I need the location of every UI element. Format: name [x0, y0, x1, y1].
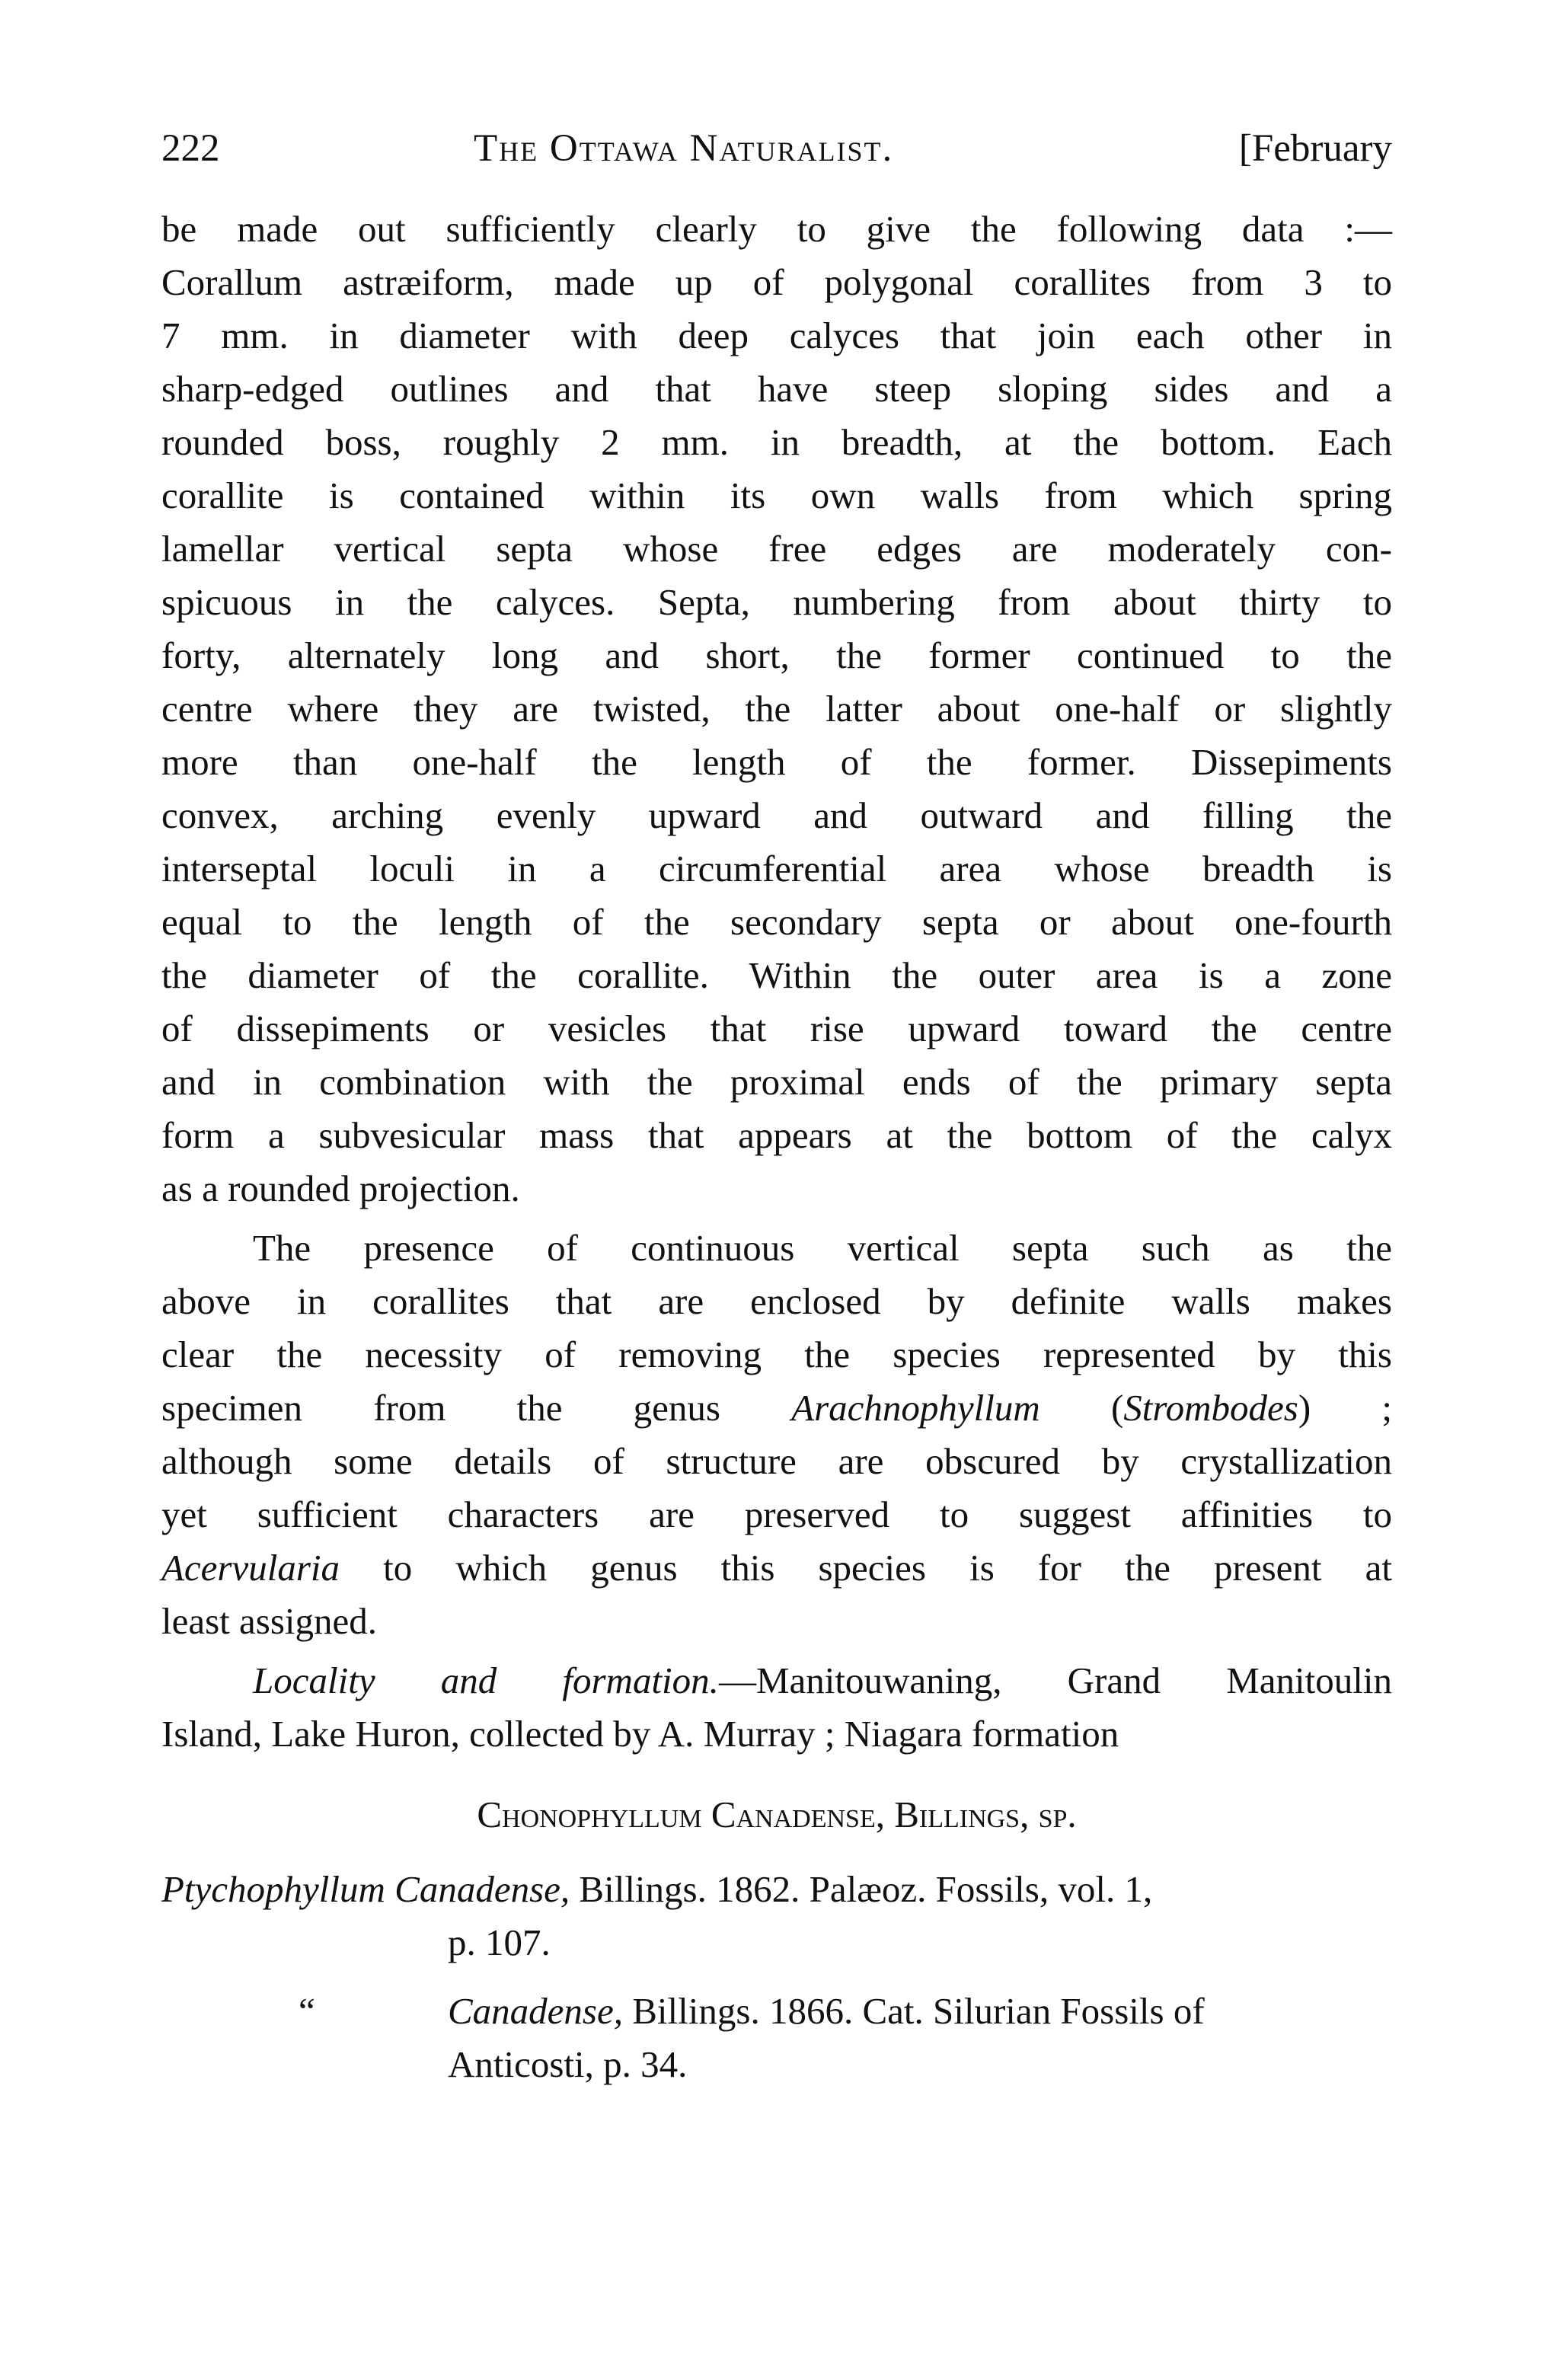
- journal-title: The Ottawa Naturalist.: [474, 127, 894, 170]
- text-line: lamellar vertical septa whose free edges are moderately con-: [161, 528, 1392, 570]
- text-line: least assigned.: [161, 1600, 378, 1642]
- issue-month: [February: [1238, 127, 1392, 170]
- text-line: be made out sufficiently clearly to give the following data :—: [161, 208, 1392, 250]
- text-line: Island, Lake Huron, collected by A. Murray ; Niagara formation: [161, 1713, 1119, 1755]
- text-line: [161, 1541, 1392, 1595]
- text-line: rounded boss, roughly 2 mm. in breadth, at the bottom. Each: [161, 421, 1392, 463]
- text-line: convex, arching evenly upward and outward and filling the: [161, 794, 1392, 836]
- text-line: 7 mm. in diameter with deep calyces that join each other in: [161, 315, 1392, 356]
- text-line: above in corallites that are enclosed by definite walls makes: [161, 1280, 1392, 1322]
- text-line: corallite is contained within its own walls from which spring: [161, 474, 1392, 516]
- running-header: [161, 114, 1392, 175]
- text-line: Corallum astræiform, made up of polygonal corallites from 3 to: [161, 261, 1392, 303]
- text-segment: specimen from the genus: [161, 1387, 792, 1429]
- text-line: as a rounded projection.: [161, 1167, 520, 1209]
- text-segment: —Manitouwaning, Grand Manitoulin: [718, 1659, 1392, 1701]
- article-body: [161, 203, 1392, 1761]
- text-segment: (: [1039, 1387, 1124, 1429]
- citation-continuation: p. 107.: [448, 1921, 551, 1963]
- text-line: the diameter of the corallite. Within the outer area is a zone: [161, 954, 1392, 996]
- text-line: [161, 1381, 1392, 1435]
- text-line: equal to the length of the secondary septa or about one-fourth: [161, 901, 1392, 943]
- text-line: although some details of structure are obscured by crystallization: [161, 1440, 1392, 1482]
- text-line: interseptal loculi in a circumferential area whose breadth is: [161, 848, 1392, 890]
- species-heading: Chonophyllum Canadense, Billings, sp.: [477, 1793, 1077, 1835]
- text-line: centre where they are twisted, the latter about one-half or slightly: [161, 688, 1392, 730]
- text-line: spicuous in the calyces. Septa, numbering from about thirty to: [161, 581, 1392, 623]
- text-line: of dissepiments or vesicles that rise upward toward the centre: [161, 1008, 1392, 1049]
- text-line: clear the necessity of removing the species represented by this: [161, 1334, 1392, 1375]
- synonymy-line: [161, 1985, 1392, 2038]
- page: [161, 114, 1392, 2091]
- synonymy-entry: [161, 1985, 1392, 2091]
- citation-continuation: Anticosti, p. 34.: [448, 2043, 688, 2085]
- taxon-name: Canadense,: [448, 1990, 623, 2032]
- text-line: more than one-half the length of the former. Dissepiments: [161, 741, 1392, 783]
- text-line: form a subvesicular mass that appears at the bottom of the calyx: [161, 1114, 1392, 1156]
- synonymy-line: [161, 1863, 1392, 1916]
- text-line: [161, 1654, 1392, 1707]
- locality-label: Locality and formation.: [253, 1659, 719, 1701]
- text-segment: to which genus this species is for the present at: [340, 1547, 1392, 1589]
- locality-paragraph: [161, 1654, 1392, 1761]
- text-line: forty, alternately long and short, the former continued to the: [161, 634, 1392, 676]
- taxon-name: Ptychophyllum Canadense,: [161, 1868, 570, 1910]
- genus-name: Acervularia: [161, 1547, 340, 1589]
- synonymy-entry: [161, 1863, 1392, 1969]
- citation: Billings. 1866. Cat. Silurian Fossils of: [623, 1990, 1205, 2032]
- citation: Billings. 1862. Palæoz. Fossils, vol. 1,: [570, 1868, 1153, 1910]
- genus-name: Arachnophyllum: [791, 1387, 1040, 1429]
- text-segment: ) ;: [1298, 1387, 1392, 1429]
- text-line: The presence of continuous vertical septa such as the: [253, 1227, 1392, 1269]
- text-line: yet sufficient characters are preserved to suggest affinities to: [161, 1493, 1392, 1535]
- ditto-mark: “: [299, 1990, 315, 2032]
- page-number: 222: [161, 127, 220, 170]
- text-line: and in combination with the proximal ends of the primary septa: [161, 1061, 1392, 1103]
- synonymy-list: [161, 1863, 1392, 2091]
- text-line: sharp-edged outlines and that have steep sloping sides and a: [161, 368, 1392, 410]
- genus-synonym: Strombodes: [1123, 1387, 1298, 1429]
- discussion-paragraph: [161, 1222, 1392, 1648]
- description-paragraph: [161, 203, 1392, 1215]
